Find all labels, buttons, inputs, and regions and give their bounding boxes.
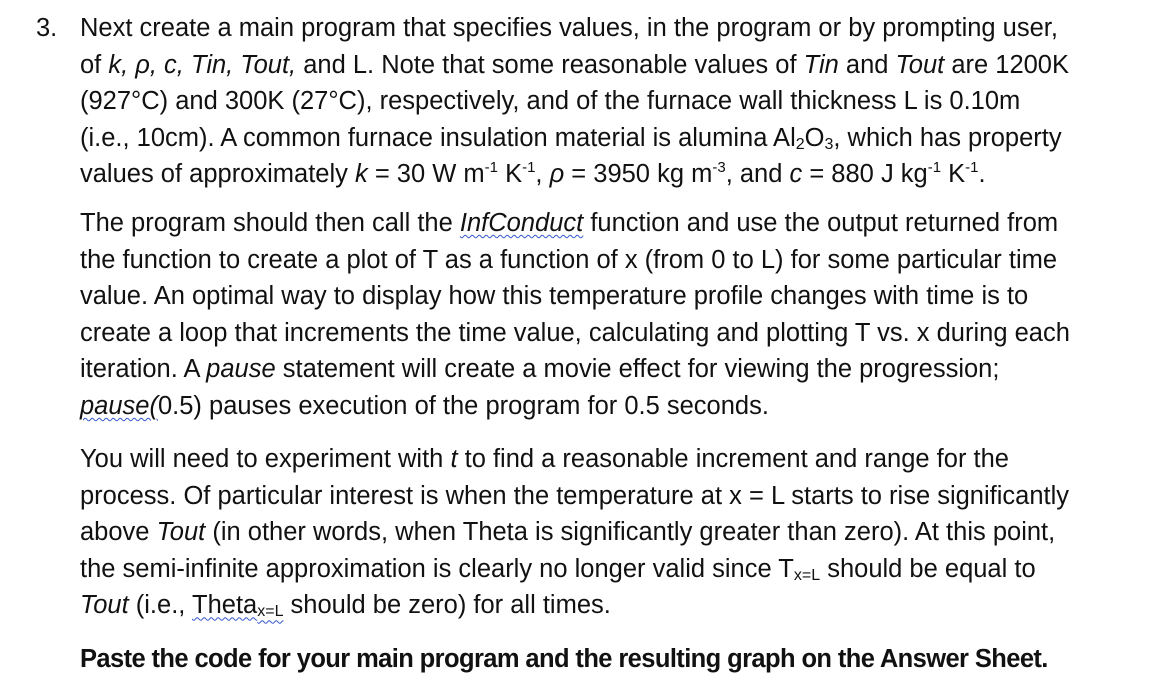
spellcheck-flagged-word: pause( [80, 391, 158, 420]
text-run: K [941, 160, 966, 189]
text-run: 3 [824, 135, 834, 153]
text-line [80, 278, 1160, 315]
text-run: = 30 W m [367, 160, 485, 189]
text-run: process. Of particular interest is when the temperature at x = L starts to rise significantly [80, 481, 1070, 510]
spellcheck-flagged-word: x=L [257, 603, 284, 621]
text-run: function and use the output returned from [583, 209, 1059, 237]
paragraph-answer-sheet-instruction [80, 641, 1160, 678]
text-run: and [838, 50, 896, 79]
text-run: (in other words, when Theta is significantly greater than zero). At this point, [205, 518, 1056, 547]
text-line [80, 10, 1160, 47]
text-run: should be equal to [820, 554, 1036, 583]
text-run: statement will create a movie effect for viewing the progression; [275, 355, 1000, 384]
text-run: Tout [156, 518, 206, 547]
text-line [80, 156, 1160, 193]
text-run: 0.5) pauses execution of the program for 0.5 seconds. [157, 391, 769, 420]
text-run: (i.e., 10cm). A common furnace insulation material is alumina Al [80, 123, 796, 152]
text-run: the semi-infinite approximation is clearly no longer valid since T [80, 554, 794, 583]
text-run: You will need to experiment with [80, 445, 451, 473]
text-run: -1 [965, 159, 979, 177]
text-run: are 1200K [944, 50, 1069, 79]
text-run: = 3950 kg m [564, 160, 713, 189]
text-run: Tout [895, 50, 945, 79]
text-run: the function to create a plot of T as a function of x (from 0 to L) for some particular time [80, 245, 1058, 274]
text-run: c [789, 160, 803, 189]
text-run: to find a reasonable increment and range for the [457, 445, 1009, 473]
text-run: O [804, 123, 825, 152]
spellcheck-flagged-word: InfConduct [459, 209, 584, 237]
text-line [80, 83, 1160, 120]
text-run: should be zero) for all times. [283, 591, 611, 620]
text-line [80, 441, 1160, 478]
text-run: and L. Note that some reasonable values of [296, 50, 804, 79]
text-line [80, 205, 1160, 242]
text-run: pause [206, 355, 276, 384]
text-run: Next create a main program that specifies values, in the program or by prompting user, [80, 14, 1058, 42]
text-line [80, 242, 1160, 279]
text-run: iteration. A [80, 355, 207, 384]
text-run: Paste the code for your main program and the resulting graph on the Answer Sheet. [80, 645, 1048, 673]
spellcheck-flagged-word: Theta [192, 591, 258, 620]
text-line [80, 47, 1160, 84]
text-line [80, 551, 1160, 588]
paragraph-infconduct-call [80, 205, 1160, 425]
text-run: create a loop that increments the time value, calculating and plotting T vs. x during each [80, 318, 1070, 347]
text-run: x=L [793, 566, 821, 584]
text-run: K [497, 160, 523, 189]
text-run: , and [725, 160, 790, 189]
text-run: Tout [80, 591, 129, 620]
text-run: Tin [803, 50, 839, 79]
text-run: ρ [549, 160, 565, 189]
text-line [80, 587, 1160, 624]
text-run: t [450, 445, 458, 473]
text-line [80, 388, 1160, 425]
item-number: 3. [36, 14, 58, 42]
text-line [80, 120, 1160, 157]
text-run: above [80, 518, 157, 547]
text-line [80, 514, 1160, 551]
text-run: value. An optimal way to display how this temperature profile changes with time is to [80, 282, 1029, 311]
text-run: (927°C) and 300K (27°C), respectively, and of the furnace wall thickness L is 0.10m [80, 87, 1021, 116]
text-line [80, 478, 1160, 515]
text-run: 2 [795, 135, 805, 153]
text-run: of [80, 50, 109, 79]
text-run: , which has property [833, 123, 1062, 152]
text-run: . [978, 160, 986, 189]
text-run: The program should then call the [80, 209, 460, 237]
paragraph-program-values [80, 10, 1160, 193]
text-run: = 880 J kg [802, 160, 928, 189]
text-line [80, 641, 1160, 678]
text-run: -3 [712, 159, 726, 177]
text-run: values of approximately [80, 160, 355, 189]
text-line [80, 351, 1160, 388]
text-run: , [535, 160, 550, 189]
text-line [80, 315, 1160, 352]
text-run: -1 [484, 159, 498, 177]
text-run: k, ρ, c, Tin, Tout, [108, 50, 297, 79]
text-run: (i.e., [128, 591, 192, 620]
text-run: -1 [522, 159, 536, 177]
text-run: k [354, 160, 368, 189]
paragraph-time-increment [80, 441, 1160, 624]
text-run: -1 [927, 159, 942, 177]
